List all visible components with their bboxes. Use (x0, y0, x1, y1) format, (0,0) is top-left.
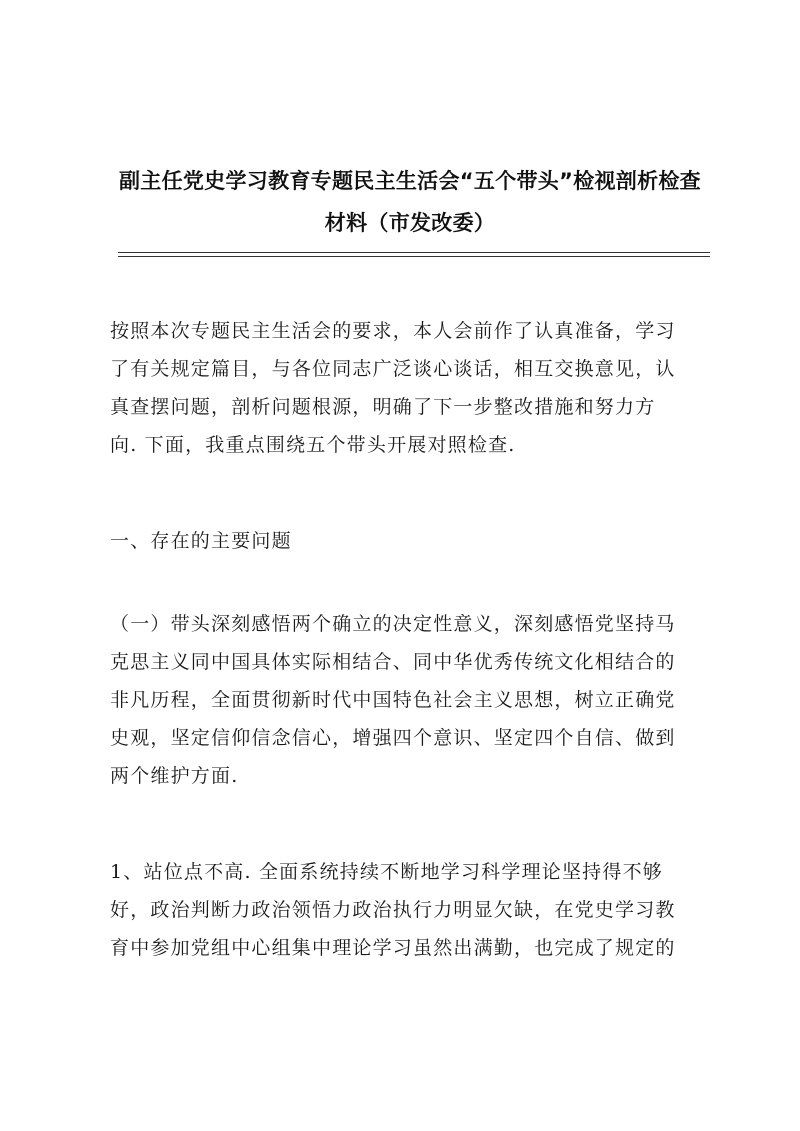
paragraph-line: 真查摆问题，剖析问题根源，明确了下一步整改措施和努力方 (110, 396, 656, 418)
document-title (100, 160, 720, 244)
subsection-paragraph (110, 605, 710, 795)
paragraph-line: 了有关规定篇目，与各位同志广泛谈心谈话，相互交换意见，认 (110, 358, 676, 380)
section-heading-text: 一、存在的主要问题 (110, 530, 292, 552)
item-paragraph (110, 853, 710, 967)
intro-paragraph (110, 312, 710, 464)
paragraph-line: 两个维护方面. (110, 765, 239, 787)
paragraph-line: 按照本次专题民主生活会的要求，本人会前作了认真准备，学习 (110, 320, 676, 342)
section-heading (110, 522, 710, 560)
paragraph-line: 好，政治判断力政治领悟力政治执行力明显欠缺，在党史学习教 (110, 899, 676, 921)
paragraph-line: 克思主义同中国具体实际相结合、同中华优秀传统文化相结合的 (110, 651, 676, 673)
paragraph-line: 向. 下面，我重点围绕五个带头开展对照检查. (110, 434, 516, 456)
paragraph-line: （一）带头深刻感悟两个确立的决定性意义，深刻感悟党坚持马 (110, 613, 676, 635)
paragraph-line: 1、站位点不高. 全面系统持续不断地学习科学理论坚持得不够 (110, 861, 663, 883)
title-line-2: 材料（市发改委） (324, 211, 496, 235)
title-line-1: 副主任党史学习教育专题民主生活会“五个带头”检视剖析检查 (118, 169, 701, 193)
paragraph-line: 非凡历程，全面贯彻新时代中国特色社会主义思想，树立正确党 (110, 689, 676, 711)
title-double-rule (118, 252, 710, 257)
paragraph-line: 史观，坚定信仰信念信心，增强四个意识、坚定四个自信、做到 (110, 727, 676, 749)
paragraph-line: 育中参加党组中心组集中理论学习虽然出满勤，也完成了规定的 (110, 937, 676, 959)
